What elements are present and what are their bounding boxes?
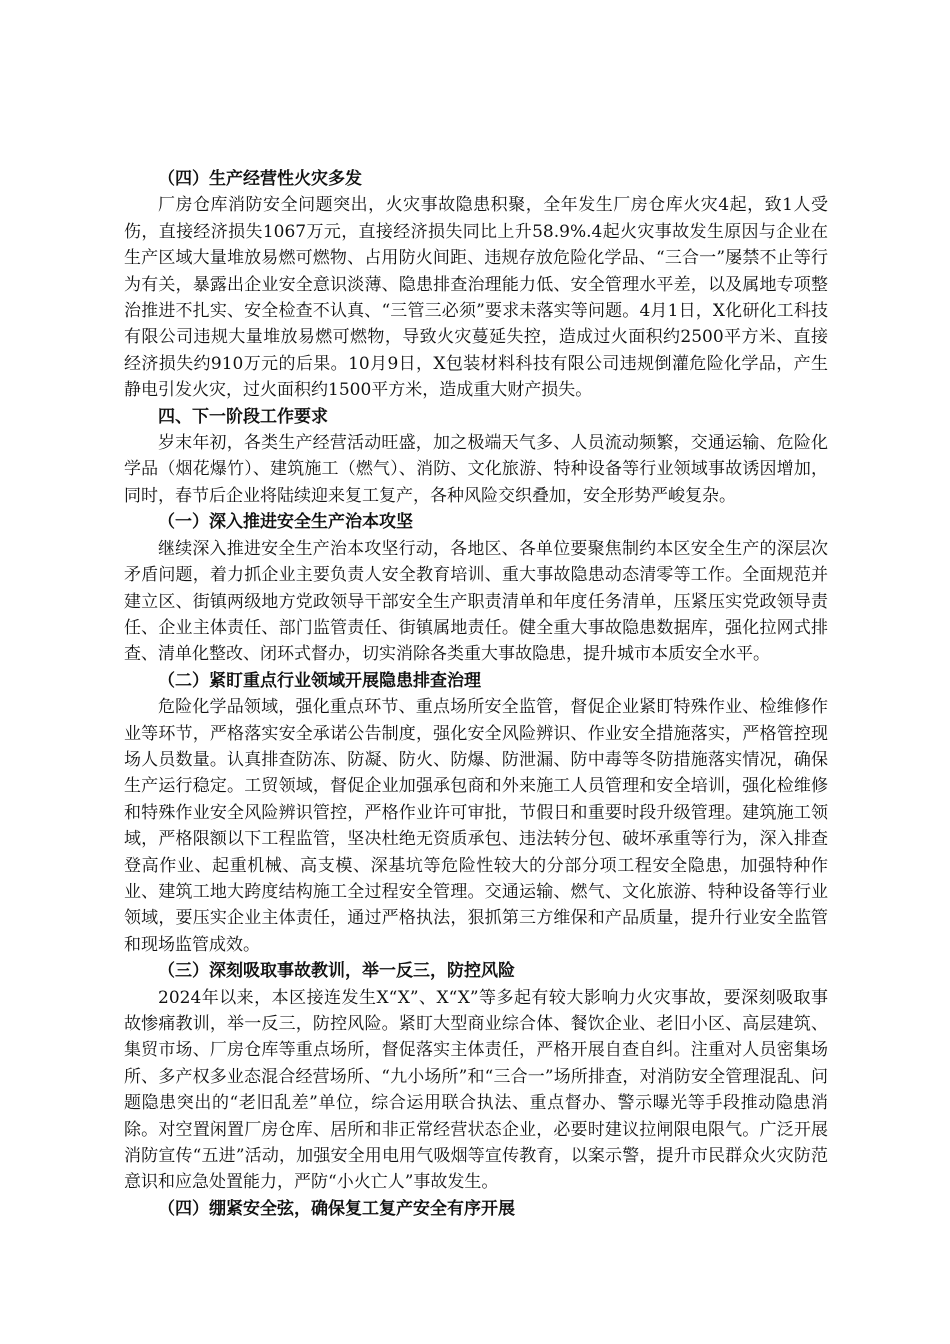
document-page [124, 166, 828, 1222]
section-heading-next-stage: 四、下一阶段工作要求 [158, 406, 328, 427]
paragraph-lessons: 2024年以来，本区接连发生X“X”、X“X”等多起有较大影响力火灾事故，要深刻吸取事故惨痛教训，举一反三，防控风险。紧盯大型商业综合体、餐饮企业、老旧小区、高层建筑、集贸市场、厂房仓库等重点场所，督促落实主体责任，严格开展自查自纠。注重对人员密集场所、多产权多业态混合经营场所、“九小场所”和“三合一”场所排查，对消防安全管理混乱、问题隐患突出的“老旧乱差”单位，综合运用联合执法、重点督办、警示曝光等手段推动隐患消除。对空置闲置厂房仓库、居所和非正常经营状态企业，必要时建议拉闸限电限气。广泛开展消防宣传“五进”活动，加强安全用电用气吸烟等宣传教育，以案示警，提升市民群众火灾防范意识和应急处置能力，严防“小火亡人”事故发生。 [124, 987, 828, 1193]
section-heading-fire: （四）生产经营性火灾多发 [158, 169, 362, 189]
section-heading-resumption: （四）绷紧安全弦，确保复工复产安全有序开展 [158, 1198, 515, 1219]
paragraph-key-industries: 危险化学品领域，强化重点环节、重点场所安全监管，督促企业紧盯特殊作业、检维修作业等环节，严格落实安全承诺公告制度，强化安全风险辨识、作业安全措施落实，严格管控现场人员数量。认真排查防冻、防凝、防火、防爆、防泄漏、防中毒等冬防措施落实情况，确保生产运行稳定。工贸领域，督促企业加强承包商和外来施工人员管理和安全培训，强化检维修和特殊作业安全风险辨识管控，严格作业许可审批，节假日和重要时段升级管理。建筑施工领域，严格限额以下工程监管，坚决杜绝无资质承包、违法转分包、破坏承重等行为，深入排查登高作业、起重机械、高支模、深基坑等危险性较大的分部分项工程安全隐患，加强特种作业、建筑工地大跨度结构施工全过程安全管理。交通运输、燃气、文化旅游、特种设备等行业领域，要压实企业主体责任，通过严格执法，狠抓第三方维保和产品质量，提升行业安全监管和现场监管成效。 [124, 697, 828, 955]
section-heading-lessons: （三）深刻吸取事故教训，举一反三，防控风险 [158, 961, 515, 982]
paragraph-fire-incidents: 厂房仓库消防安全问题突出，火灾事故隐患积聚，全年发生厂房仓库火灾4起，致1人受伤，直接经济损失1067万元，直接经济损失同比上升58.9%.4起火灾事故发生原因与企业在生产区域大量堆放易燃可燃物、占用防火间距、违规存放危险化学品、“三合一”屡禁不止等行为有关，暴露出企业安全意识淡薄、隐患排查治理能力低、安全管理水平差，以及属地专项整治推进不扎实、安全检查不认真、“三管三必须”要求未落实等问题。4月1日，X化研化工科技有限公司违规大量堆放易燃可燃物，导致火灾蔓延失控，造成过火面积约2500平方米、直接经济损失约910万元的后果。10月9日，X包装材料科技有限公司违规倒灌危险化学品，产生静电引发火灾，过火面积约1500平方米，造成重大财产损失。 [124, 195, 828, 401]
paragraph-year-end-situation: 岁末年初，各类生产经营活动旺盛，加之极端天气多、人员流动频繁，交通运输、危险化学品（烟花爆竹）、建筑施工（燃气）、消防、文化旅游、特种设备等行业领域事故诱因增加，同时，春节后企业将陆续迎来复工复产，各种风险交织叠加，安全形势严峻复杂。 [124, 433, 828, 506]
section-heading-key-industries: （二）紧盯重点行业领域开展隐患排查治理 [158, 670, 481, 691]
paragraph-deepen: 继续深入推进安全生产治本攻坚行动，各地区、各单位要聚焦制约本区安全生产的深层次矛盾问题，着力抓企业主要负责人安全教育培训、重大事故隐患动态清零等工作。全面规范并建立区、街镇两级地方党政领导干部安全生产职责清单和年度任务清单，压紧压实党政领导责任、企业主体责任、部门监管责任、街镇属地责任。健全重大事故隐患数据库，强化拉网式排查、清单化整改、闭环式督办，切实消除各类重大事故隐患，提升城市本质安全水平。 [124, 538, 828, 665]
section-heading-deepen: （一）深入推进安全生产治本攻坚 [158, 512, 413, 533]
